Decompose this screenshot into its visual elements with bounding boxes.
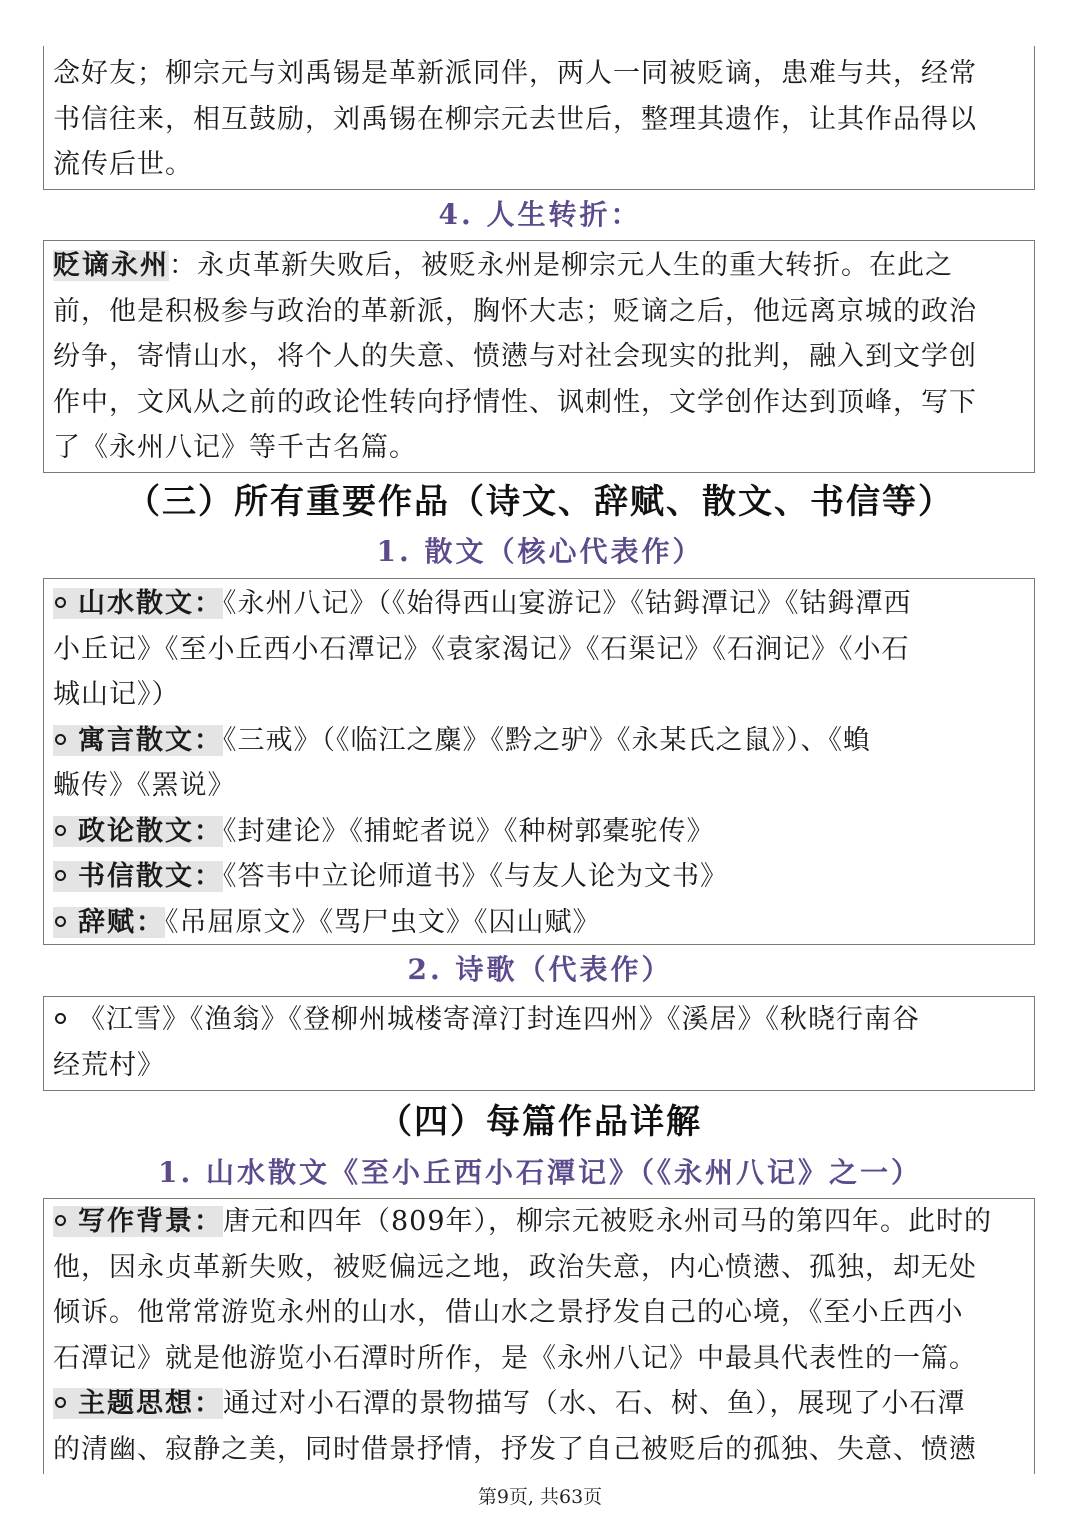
list-item [53,854,1024,900]
list-item [53,809,1024,855]
subsection-poetry-title: 2. 诗歌（代表作） [407,953,673,986]
term-label: 政论散文： [78,815,223,847]
paragraph-line: 倾诉。他常常游览永州的山水，借山水之景抒发自己的心境，《至小丘西小 [53,1297,964,1328]
essay-detail-box [43,1198,1035,1474]
term-label: 辞赋： [78,906,165,938]
list-item [53,718,1024,764]
bullet-icon [55,916,66,927]
paragraph-line: 经荒村》 [53,1049,165,1081]
text-run: 《三戒》（《临江之麋》《黔之驴》《永某氏之鼠》）、《蝜 [223,724,871,756]
page-number: 第9页, 共63页 [477,1486,603,1508]
part-three-title: （三）所有重要作品（诗文、辞赋、散文、书信等） [126,482,954,522]
friends-section-box [43,46,1035,190]
paragraph-line: 纷争，寄情山水，将个人的失意、愤懑与对社会现实的批判，融入到文学创 [53,341,977,372]
term-label: 写作背景： [78,1206,223,1237]
poetry-works-box [43,996,1035,1091]
list-item [53,997,1024,1043]
text-run: 《江雪》《渔翁》《登柳州城楼寄漳汀封连四州》《溪居》《秋晓行南谷 [78,1004,920,1035]
list-item [53,900,1024,946]
term-label: 寓言散文： [78,724,223,756]
list-item [53,1199,1024,1245]
list-item [53,1381,1024,1427]
bullet-icon [55,734,66,745]
paragraph-line [53,243,1024,289]
term-label: 贬谪永州 [53,250,169,281]
text-run: 唐元和四年（809年），柳宗元被贬永州司马的第四年。此时的 [223,1206,993,1237]
text-run: ：永贞革新失败后，被贬永州是柳宗元人生的重大转折。在此之 [169,250,953,281]
list-item [53,581,1024,627]
bullet-icon [55,1215,66,1226]
term-label: 山水散文： [78,588,223,619]
term-label: 主题思想： [78,1388,223,1419]
prose-works-box [43,578,1035,945]
text-run: 通过对小石潭的景物描写（水、石、树、鱼），展现了小石潭 [223,1388,966,1419]
text-run: 《答韦中立论师道书》《与友人论为文书》 [223,861,728,892]
bullet-icon [55,1397,66,1408]
paragraph-line: 他，因永贞革新失败，被贬偏远之地，政治失意，内心愤懑、孤独，却无处 [53,1251,977,1283]
paragraph-line: 作中，文风从之前的政论性转向抒情性、讽刺性，文学创作达到顶峰，写下 [53,386,977,418]
bullet-icon [55,597,66,608]
part-four-title: （四）每篇作品详解 [378,1102,702,1142]
text-run: 《封建论》《捕蛇者说》《种树郭橐驼传》 [223,815,715,847]
paragraph-line: 蝂传》《罴说》 [53,770,236,801]
text-run: 《吊屈原文》《骂尸虫文》《囚山赋》 [165,906,601,938]
paragraph-line: 城山记》） [53,679,180,710]
subsection-prose-title: 1. 散文（核心代表作） [376,535,704,568]
term-label: 书信散文： [78,861,223,892]
bullet-icon [55,1013,66,1024]
paragraph-line: 了《永州八记》等千古名篇。 [53,432,417,463]
subsection-essay-detail-title: 1. 山水散文《至小丘西小石潭记》（《永州八记》之一） [158,1156,922,1189]
paragraph-line: 流传后世。 [53,149,193,180]
paragraph-line: 念好友；柳宗元与刘禹锡是革新派同伴，两人一同被贬谪，患难与共，经常 [53,58,977,89]
bullet-icon [55,870,66,881]
paragraph-line: 前，他是积极参与政治的革新派，胸怀大志；贬谪之后，他远离京城的政治 [53,295,977,327]
bullet-icon [55,825,66,836]
paragraph-line: 小丘记》《至小丘西小石潭记》《袁家渴记》《石渠记》《石涧记》《小石 [53,633,910,665]
paragraph-line: 石潭记》就是他游览小石潭时所作，是《永州八记》中最具代表性的一篇。 [53,1342,977,1374]
paragraph-line: 书信往来，相互鼓励，刘禹锡在柳宗元去世后，整理其遗作，让其作品得以 [53,103,977,135]
section-heading-life-turn: 4. 人生转折： [438,198,642,231]
text-run: 《永州八记》（《始得西山宴游记》《钴鉧潭记》《钴鉧潭西 [223,588,912,619]
exile-box [43,240,1035,473]
paragraph-line: 的清幽、寂静之美，同时借景抒情，抒发了自己被贬后的孤独、失意、愤懑 [53,1433,977,1465]
